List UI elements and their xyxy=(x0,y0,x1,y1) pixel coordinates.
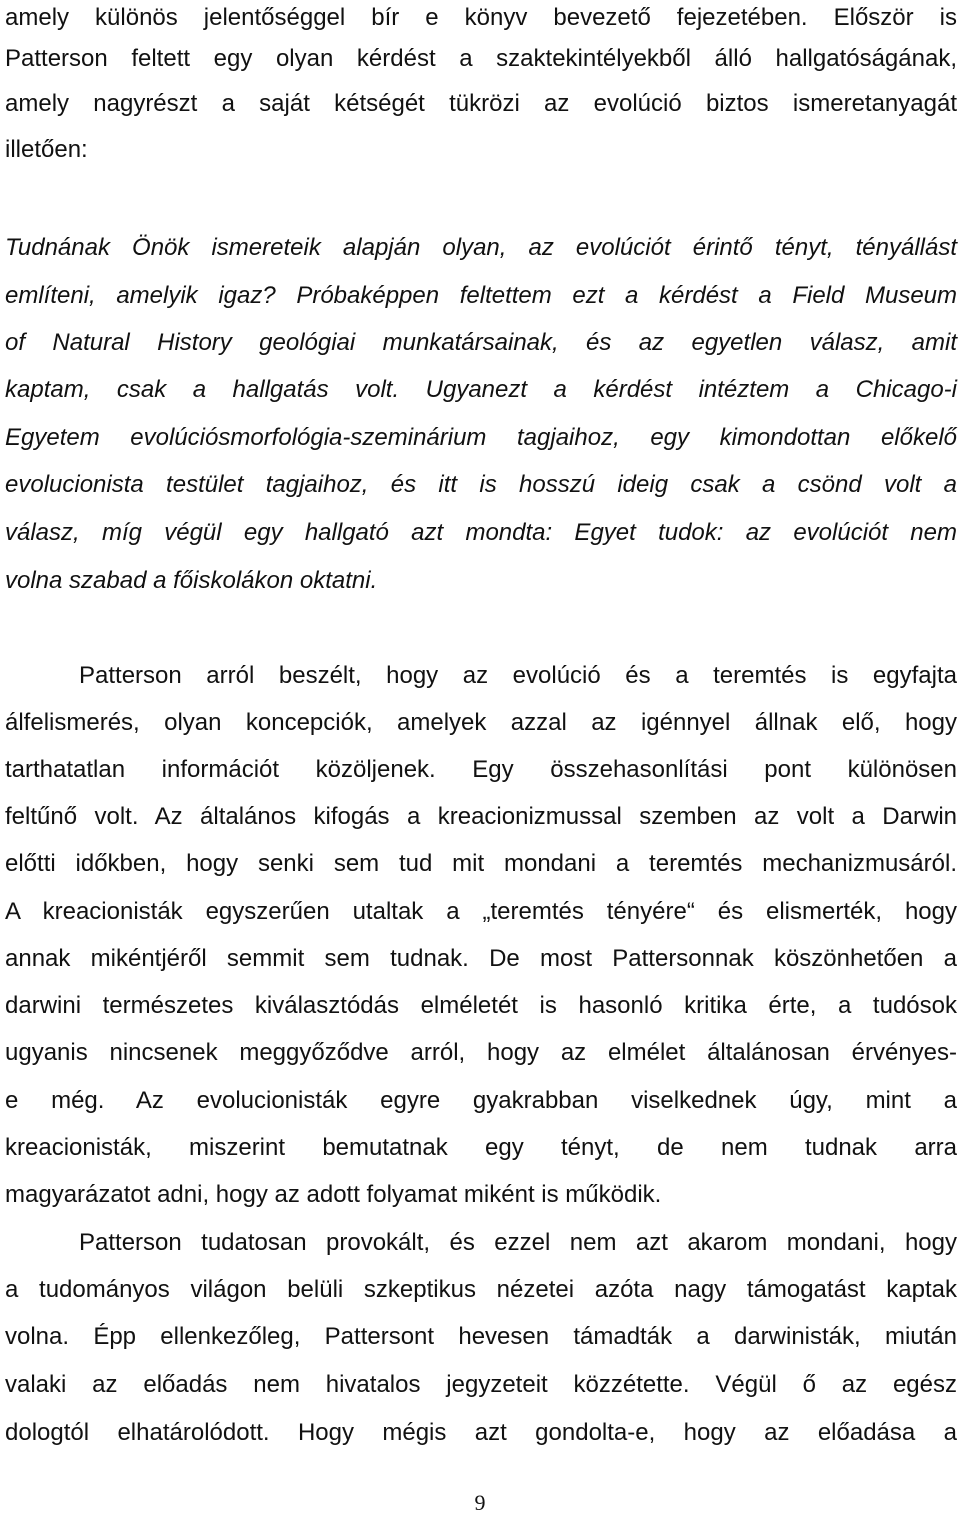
text-line: Patterson feltett egy olyan kérdést a szaktekintélyekből álló hallgatóságának, xyxy=(5,45,957,72)
text-line: Patterson arról beszélt, hogy az evolúció és a teremtés is egyfajta xyxy=(79,662,957,689)
text-line: volna. Épp ellenkezőleg, Pattersont hevesen támadták a darwinisták, miután xyxy=(5,1323,957,1350)
quote-line: Tudnának Önök ismereteik alapján olyan, az evolúciót érintő tényt, tényállást xyxy=(5,234,957,261)
text-line: álfelismerés, olyan koncepciók, amelyek azzal az igénnyel állnak elő, hogy xyxy=(5,709,957,736)
text-line: a tudományos világon belüli szkeptikus nézetei azóta nagy támogatást kaptak xyxy=(5,1276,957,1303)
text-line: előtti időkben, hogy senki sem tud mit mondani a teremtés mechanizmusáról. xyxy=(5,850,957,877)
text-line: magyarázatot adni, hogy az adott folyamat miként is működik. xyxy=(5,1181,662,1208)
text-line: dologtól elhatárolódott. Hogy mégis azt gondolta-e, hogy az előadása a xyxy=(5,1419,957,1446)
text-line: tarthatatlan információt közöljenek. Egy összehasonlítási pont különösen xyxy=(5,756,957,783)
text-line: darwini természetes kiválasztódás elméletét is hasonló kritika érte, a tudósok xyxy=(5,992,957,1019)
text-line: ugyanis nincsenek meggyőződve arról, hogy az elmélet általánosan érvényes- xyxy=(5,1039,957,1066)
quote-line: válasz, míg végül egy hallgató azt mondta: Egyet tudok: az evolúciót nem xyxy=(5,519,957,546)
quote-line: Egyetem evolúciósmorfológia-szeminárium tagjaihoz, egy kimondottan előkelő xyxy=(5,424,957,451)
text-line: amely különös jelentőséggel bír e könyv bevezető fejezetében. Először is xyxy=(5,4,957,31)
text-line: kreacionisták, miszerint bemutatnak egy tényt, de nem tudnak arra xyxy=(5,1134,957,1161)
text-line: Patterson tudatosan provokált, és ezzel nem azt akarom mondani, hogy xyxy=(79,1229,957,1256)
text-line: feltűnő volt. Az általános kifogás a kreacionizmussal szemben az volt a Darwin xyxy=(5,803,957,830)
text-line: valaki az előadás nem hivatalos jegyzeteit közzétette. Végül ő az egész xyxy=(5,1371,957,1398)
quote-line: említeni, amelyik igaz? Próbaképpen feltettem ezt a kérdést a Field Museum xyxy=(5,282,957,309)
page-number: 9 xyxy=(474,1490,486,1515)
quote-line: volna szabad a főiskolákon oktatni. xyxy=(5,567,378,594)
quote-line: evolucionista testület tagjaihoz, és itt is hosszú ideig csak a csönd volt a xyxy=(5,471,957,498)
document-page xyxy=(5,0,957,1515)
text-line: e még. Az evolucionisták egyre gyakrabban viselkednek úgy, mint a xyxy=(5,1087,957,1114)
quote-line: kaptam, csak a hallgatás volt. Ugyanezt a kérdést intéztem a Chicago-i xyxy=(5,376,957,403)
quote-line: of Natural History geológiai munkatársainak, és az egyetlen válasz, amit xyxy=(5,329,957,356)
text-line: illetően: xyxy=(5,136,88,163)
text-line: annak mikéntjéről semmit sem tudnak. De most Pattersonnak köszönhetően a xyxy=(5,945,957,972)
text-line: amely nagyrészt a saját kétségét tükrözi az evolúció biztos ismeretanyagát xyxy=(5,90,957,117)
text-line: A kreacionisták egyszerűen utaltak a „teremtés tényére“ és elismerték, hogy xyxy=(5,898,957,925)
